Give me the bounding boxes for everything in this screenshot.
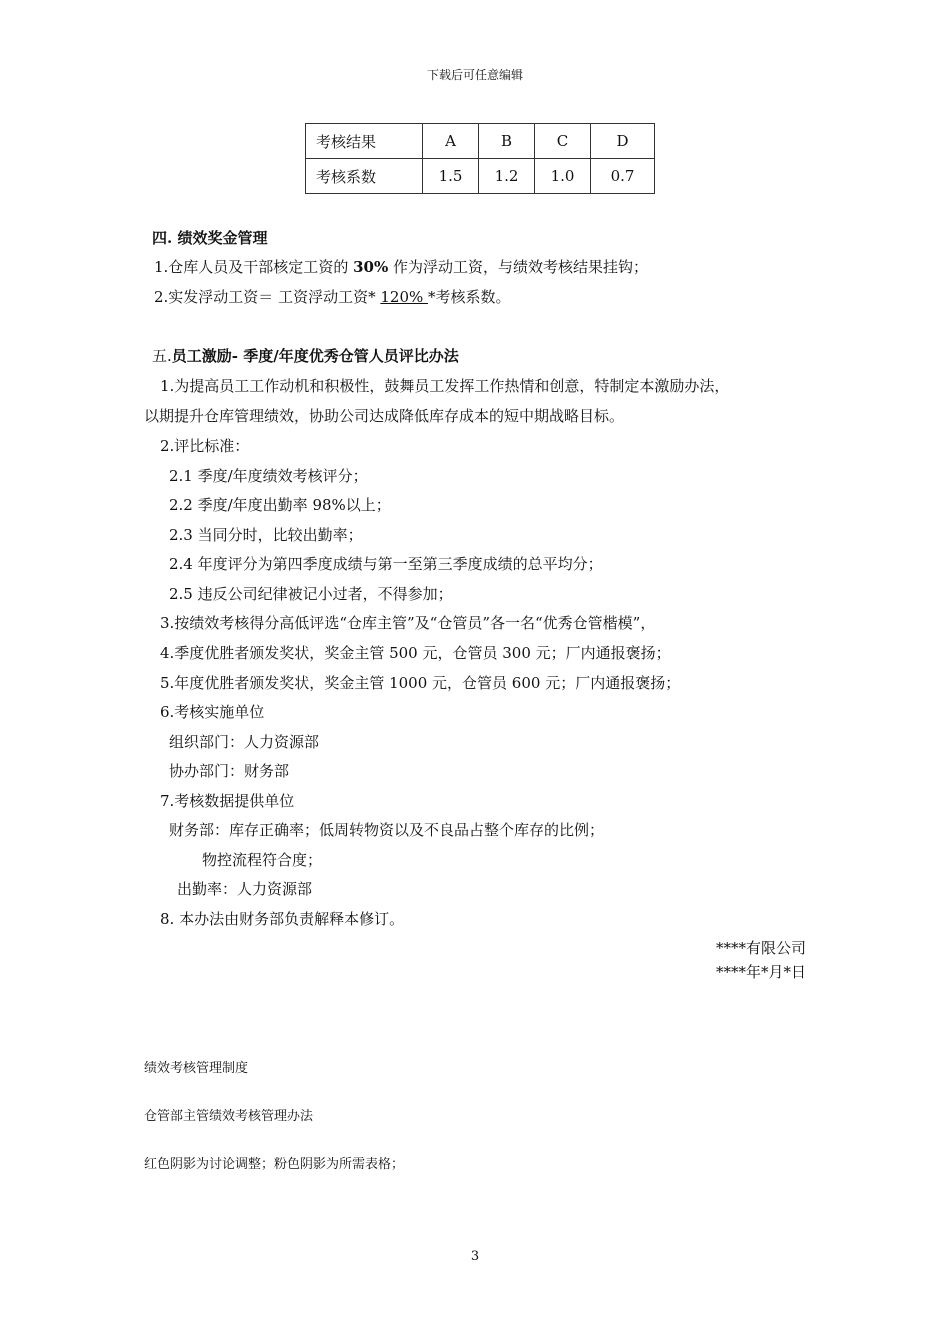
section-5-para-2: 2.评比标准： <box>160 437 250 455</box>
section-5-para-6: 6.考核实施单位 <box>160 703 265 721</box>
text-run: 2.实发浮动工资＝ 工资浮动工资* <box>154 288 381 306</box>
section-5-para-8: 8. 本办法由财务部负责解释本修订。 <box>160 910 405 928</box>
text-run-bold: 30% <box>353 258 389 276</box>
table-row <box>306 159 655 194</box>
section-5-title <box>152 346 459 366</box>
assessment-coefficient-table <box>305 123 655 194</box>
table-cell: 考核系数 <box>306 159 423 194</box>
footer-note-2: 仓管部主管绩效考核管理办法 <box>144 1109 314 1124</box>
data-provider-finance: 财务部：库存正确率；低周转物资以及不良品占整个库存的比例； <box>169 821 605 839</box>
table-row <box>306 124 655 159</box>
data-provider-flow-compliance: 物控流程符合度； <box>202 851 323 869</box>
page-number: 3 <box>470 1249 480 1264</box>
section-5-para-1-line-2: 以期提升仓库管理绩效，协助公司达成降低库存成本的短中期战略目标。 <box>144 407 625 425</box>
footer-note-1: 绩效考核管理制度 <box>144 1061 249 1076</box>
signature-date: ****年*月*日 <box>715 963 806 981</box>
section-5-para-7: 7.考核数据提供单位 <box>160 792 295 810</box>
table-cell: 1.5 <box>423 159 479 194</box>
text-run: 作为浮动工资，与绩效考核结果挂钩； <box>388 258 649 276</box>
section-4-title: 四. 绩效奖金管理 <box>152 229 268 247</box>
table-cell: 考核结果 <box>306 124 423 159</box>
data-provider-attendance: 出勤率：人力资源部 <box>177 880 313 898</box>
criteria-2-2: 2.2 季度/年度出勤率 98%以上； <box>169 496 391 514</box>
section-5-para-4: 4.季度优胜者颁发奖状，奖金主管 500 元，仓管员 300 元；厂内通报褒扬； <box>160 644 671 662</box>
section-5-para-5: 5.年度优胜者颁发奖状，奖金主管 1000 元，仓管员 600 元；厂内通报褒扬； <box>160 674 681 692</box>
section-4-item-1 <box>154 257 648 277</box>
text-run: 1.仓库人员及干部核定工资的 <box>154 258 354 276</box>
table-cell: 1.0 <box>535 159 591 194</box>
criteria-2-4: 2.4 年度评分为第四季度成绩与第一至第三季度成绩的总平均分； <box>169 555 603 573</box>
criteria-2-5: 2.5 违反公司纪律被记小过者，不得参加； <box>169 585 453 603</box>
text-run-bold: 员工激励- 季度/年度优秀仓管人员评比办法 <box>171 347 459 365</box>
section-5-para-3: 3.按绩效考核得分高低评选“仓库主管”及“仓管员”各一名“优秀仓管楷模”， <box>160 614 656 632</box>
criteria-2-1: 2.1 季度/年度绩效考核评分； <box>169 467 368 485</box>
text-run-underline: 120% <box>380 288 429 306</box>
criteria-2-3: 2.3 当同分时，比较出勤率； <box>169 526 363 544</box>
text-run: *考核系数。 <box>428 288 511 306</box>
section-4-item-2 <box>154 287 511 307</box>
table-cell: D <box>591 124 655 159</box>
table-cell: B <box>479 124 535 159</box>
table-cell: 0.7 <box>591 159 655 194</box>
organizing-department: 组织部门：人力资源部 <box>169 733 320 751</box>
text-run: 五. <box>152 347 172 365</box>
table-cell: A <box>423 124 479 159</box>
signature-company: ****有限公司 <box>715 939 806 957</box>
section-5-para-1-line-1: 1.为提高员工工作动机和积极性，鼓舞员工发挥工作热情和创意，特制定本激励办法， <box>160 377 730 395</box>
footer-note-3: 红色阴影为讨论调整；粉色阴影为所需表格； <box>144 1157 405 1172</box>
table-cell: 1.2 <box>479 159 535 194</box>
table-cell: C <box>535 124 591 159</box>
page-header: 下载后可任意编辑 <box>426 68 523 82</box>
assisting-department: 协办部门：财务部 <box>169 762 290 780</box>
